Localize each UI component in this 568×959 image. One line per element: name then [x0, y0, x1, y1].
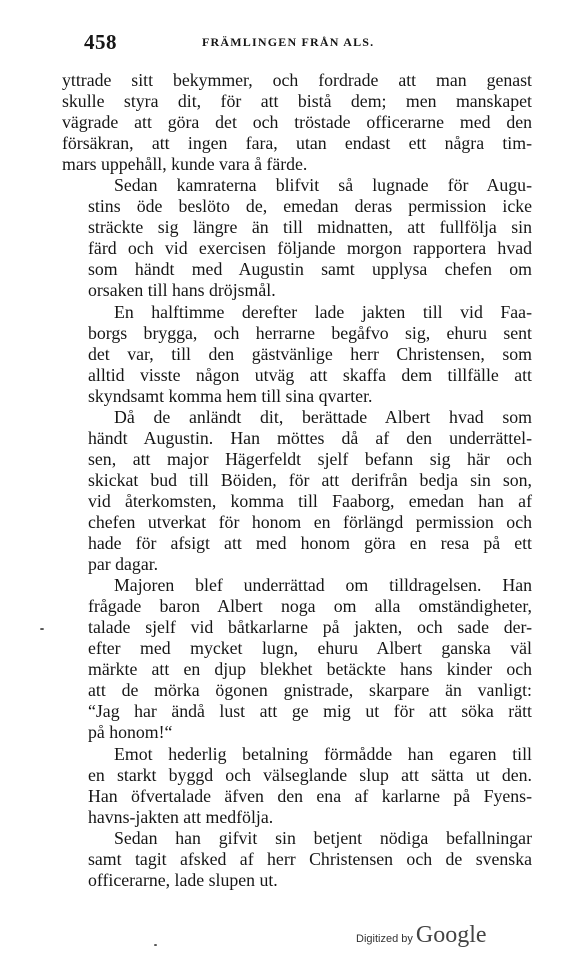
paragraph — [62, 70, 532, 175]
text-line: Sedan kamraterna blifvit så lugnade för Augu- — [114, 175, 532, 196]
text-line: chefen utverkat för honom en förlängd permission och — [88, 511, 532, 532]
text-line: vägrade att göra det och tröstade officerarne med den — [62, 112, 532, 133]
text-line: sen, att major Hägerfeldt sjelf befann sig här och — [88, 448, 532, 469]
text-line: talade sjelf vid båtkarlarne på jakten, och sade der- — [88, 617, 532, 638]
paragraph — [62, 175, 532, 301]
text-line: officerarne, lade slupen ut. — [88, 869, 278, 890]
text-line: En halftimme derefter lade jakten till vid Faa- — [114, 301, 532, 322]
digitized-by-label: Digitized by — [356, 933, 413, 945]
text-line: “Jag har ändå lust att ge mig ut för att söka rätt — [88, 701, 532, 722]
margin-speck — [154, 944, 157, 946]
text-line: mars uppehåll, kunde vara å färde. — [62, 154, 308, 175]
digitized-footer — [356, 922, 506, 952]
page-header — [62, 30, 532, 54]
text-line: det var, till den gästvänlige herr Christensen, som — [88, 343, 532, 364]
text-line: skickat bud till Böiden, för att derifrån bedja sin son, — [88, 469, 532, 490]
paragraph — [62, 575, 532, 743]
text-line: alltid visste någon utväg att skaffa dem tillfälle att — [88, 364, 532, 385]
paragraph — [62, 744, 532, 828]
text-line: märkte att en djup blekhet betäckte hans kinder och — [88, 659, 532, 680]
text-line: en starkt byggd och välseglande slup att sätta ut den. — [88, 764, 532, 785]
text-line: samt tagit afsked af herr Christensen och de svenska — [88, 848, 532, 869]
body-text — [62, 70, 532, 891]
text-line: stins öde beslöto de, emedan deras permission icke — [88, 196, 532, 217]
text-line: yttrade sitt bekymmer, och fordrade att man genast — [62, 70, 532, 90]
text-line: att de mörka ögonen gnistrade, skarpare än vanligt: — [88, 680, 532, 701]
running-head: FRÄMLINGEN FRÅN ALS. — [202, 35, 375, 49]
text-line: borgs brygga, och herrarne begåfvo sig, ehuru sent — [88, 322, 532, 343]
text-line: orsaken till hans dröjsmål. — [88, 280, 276, 301]
paragraph — [62, 302, 532, 407]
paragraph — [62, 407, 532, 575]
google-logo: Google — [415, 922, 487, 948]
text-line: sträckte sig längre än till midnatten, att fullfölja sin — [88, 217, 532, 238]
text-line: händt Augustin. Han möttes då af den underrättel- — [88, 427, 532, 448]
text-line: Majoren blef underrättad om tilldragelsen. Han — [114, 575, 532, 596]
text-line: efter med mycket lugn, ehuru Albert ganska väl — [88, 638, 532, 659]
text-line: som händt med Augustin samt upplysa chefen om — [88, 259, 532, 280]
text-line: färd och vid exercisen följande morgon rapportera hvad — [88, 238, 532, 259]
margin-speck — [40, 628, 44, 630]
text-line: skulle styra dit, för att bistå dem; men manskapet — [62, 91, 532, 112]
text-line: Emot hederlig betalning förmådde han egaren till — [114, 743, 532, 764]
text-line: Sedan han gifvit sin betjent nödiga befallningar — [114, 827, 532, 848]
text-line: par dagar. — [88, 554, 159, 575]
text-line: Då de anländt dit, berättade Albert hvad som — [114, 406, 532, 427]
text-line: Han öfvertalade äfven den ena af karlarne på Fyens- — [88, 785, 532, 806]
text-line: hade för afsigt att med honom göra en resa på ett — [88, 533, 532, 554]
text-line: frågade baron Albert noga om alla omständigheter, — [88, 596, 532, 617]
text-line: havns-jakten att medfölja. — [88, 806, 274, 827]
text-line: försäkran, att ingen fara, utan endast ett några tim- — [62, 133, 532, 154]
page-number: 458 — [84, 30, 117, 54]
paragraph — [62, 828, 532, 891]
text-line: vid återkomsten, komma till Faaborg, emedan han af — [88, 490, 532, 511]
text-line: på honom!“ — [88, 722, 173, 743]
text-line: skyndsamt komma hem till sina qvarter. — [88, 385, 373, 406]
